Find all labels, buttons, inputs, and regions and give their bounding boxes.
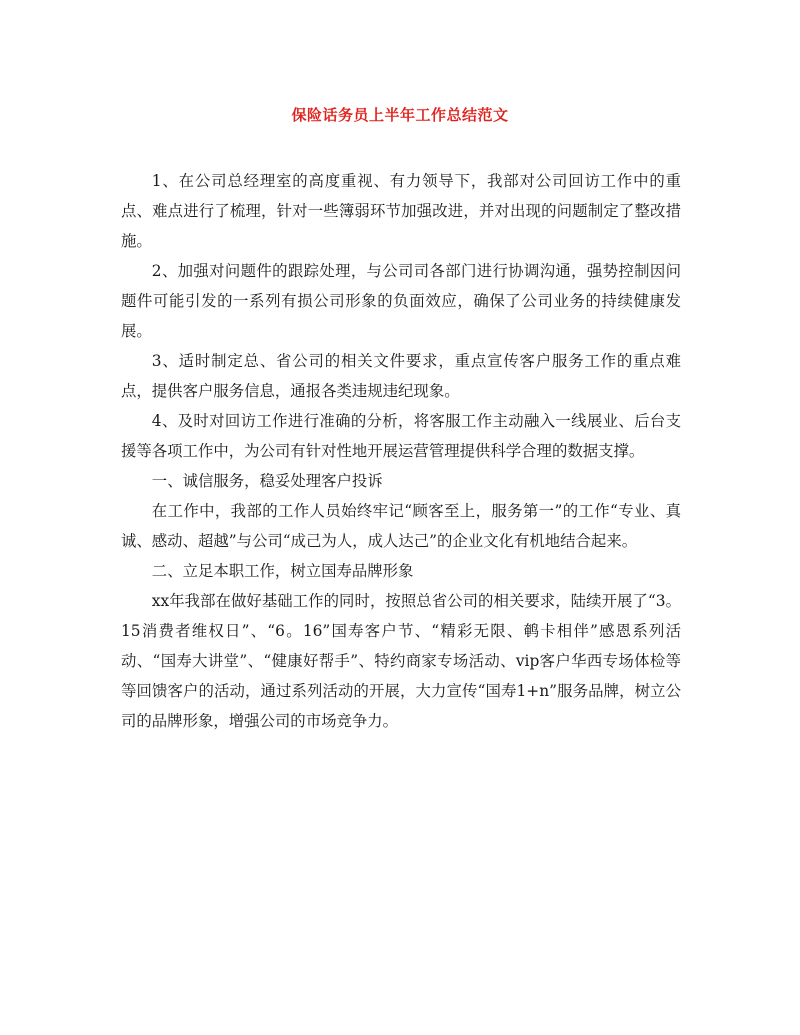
paragraph-6: xx年我部在做好基础工作的同时，按照总省公司的相关要求，陆续开展了“3。15消费者维权日”、“6。16”国寿客户节、“精彩无限、鹌卡相伴”感恩系列活动、“国寿大讲堂”、“健康好帮手”、特约商家专场活动、vip客户华西专场体检等等回馈客户的活动，通过系列活动的开展，大力宣传“国寿1+n”服务品牌，树立公司的品牌形象，增强公司的市场竞争力。 <box>121 592 681 730</box>
document-title: 保险话务员上半年工作总结范文 <box>291 106 509 124</box>
section-heading-2: 二、立足本职工作，树立国寿品牌形象 <box>151 562 414 580</box>
paragraph-1: 1、在公司总经理室的高度重视、有力领导下，我部对公司回访工作中的重点、难点进行了梳理，针对一些簿弱环节加强改进，并对出现的问题制定了整改措施。 <box>121 172 681 250</box>
paragraph-2: 2、加强对问题件的跟踪处理，与公司司各部门进行协调沟通，强势控制因问题件可能引发的一系列有损公司形象的负面效应，确保了公司业务的持续健康发展。 <box>121 262 681 340</box>
paragraph-5: 在工作中，我部的工作人员始终牢记“顾客至上，服务第一”的工作“专业、真诚、感动、超越”与公司“成己为人，成人达己”的企业文化有机地结合起来。 <box>121 502 681 550</box>
section-heading-1: 一、诚信服务，稳妥处理客户投诉 <box>151 472 383 490</box>
paragraph-4: 4、及时对回访工作进行准确的分析，将客服工作主动融入一线展业、后台支援等各项工作中，为公司有针对性地开展运营管理提供科学合理的数据支撑。 <box>121 412 681 460</box>
document-body <box>121 166 681 736</box>
paragraph-3: 3、适时制定总、省公司的相关文件要求，重点宣传客户服务工作的重点难点，提供客户服务信息，通报各类违规违纪现象。 <box>121 352 681 400</box>
